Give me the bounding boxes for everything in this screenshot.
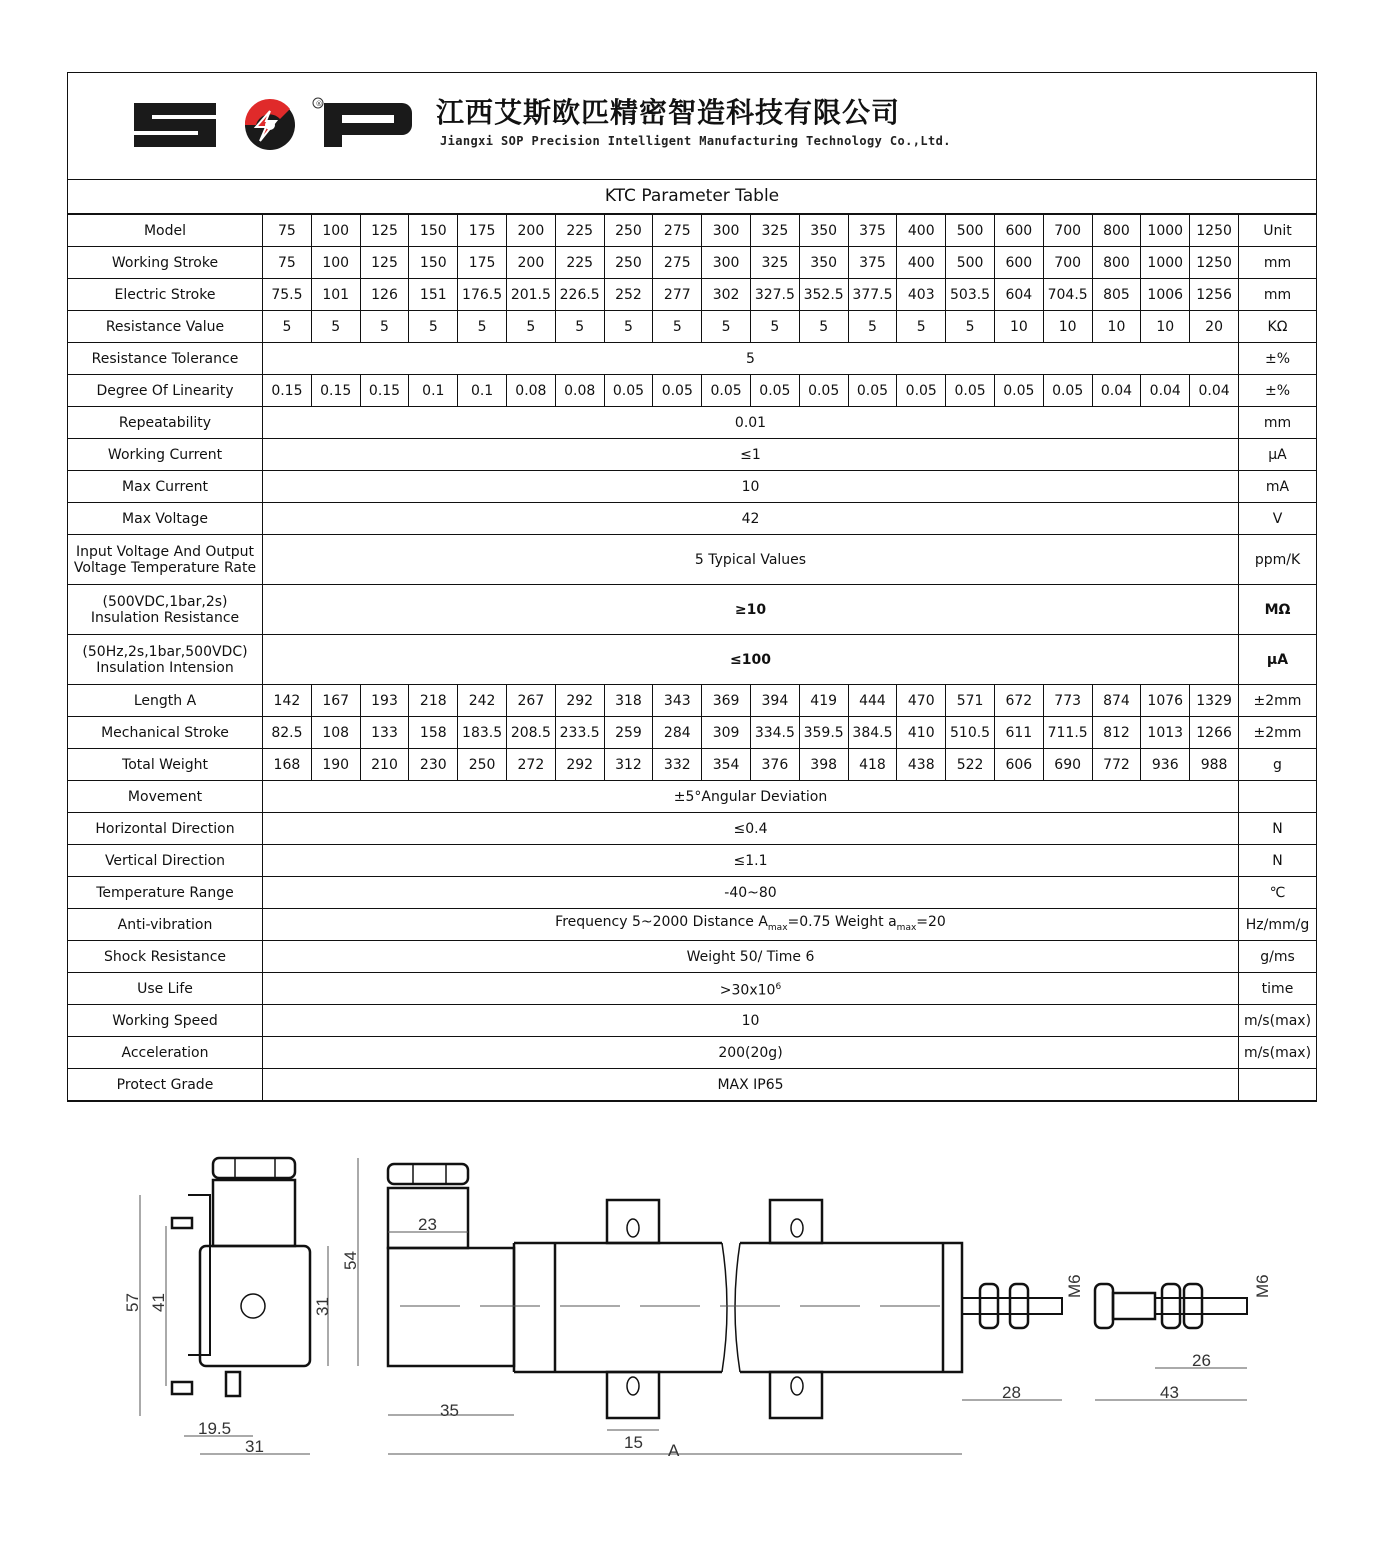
- table-row: [68, 247, 1317, 279]
- row-unit: ppm/K: [1239, 535, 1317, 585]
- row-unit: m/s(max): [1239, 1005, 1317, 1037]
- table-row: [68, 635, 1317, 685]
- row-unit: g: [1239, 749, 1317, 781]
- table-row: [68, 973, 1317, 1005]
- cell-value: 375: [848, 215, 897, 247]
- row-label: Protect Grade: [68, 1069, 263, 1101]
- cell-value: 1329: [1190, 685, 1239, 717]
- cell-value: 0.05: [604, 375, 653, 407]
- cell-value: 200: [506, 215, 555, 247]
- cell-value: 5: [311, 311, 360, 343]
- row-unit: ±%: [1239, 343, 1317, 375]
- row-label: Working Stroke: [68, 247, 263, 279]
- row-label: Total Weight: [68, 749, 263, 781]
- cell-value: 704.5: [1043, 279, 1092, 311]
- row-label: Length A: [68, 685, 263, 717]
- cell-value: 375: [848, 247, 897, 279]
- row-unit: [1239, 781, 1317, 813]
- cell-value: 1000: [1141, 215, 1190, 247]
- cell-value: 325: [750, 247, 799, 279]
- row-unit: m/s(max): [1239, 1037, 1317, 1069]
- cell-value: -40~80: [263, 877, 1239, 909]
- cell-value: 302: [702, 279, 751, 311]
- row-unit: ±%: [1239, 375, 1317, 407]
- svg-text:A: A: [668, 1441, 680, 1460]
- cell-value: $>30x10^6$: [263, 973, 1239, 1005]
- cell-value: 5: [263, 343, 1239, 375]
- row-unit: ℃: [1239, 877, 1317, 909]
- table-row: [68, 1005, 1317, 1037]
- cell-value: 10: [1141, 311, 1190, 343]
- cell-value: 0.05: [946, 375, 995, 407]
- cell-value: Weight 50/ Time 6: [263, 941, 1239, 973]
- cell-value: 0.04: [1092, 375, 1141, 407]
- svg-text:54: 54: [341, 1251, 360, 1270]
- cell-value: MAX IP65: [263, 1069, 1239, 1101]
- cell-value: 812: [1092, 717, 1141, 749]
- cell-value: 183.5: [458, 717, 507, 749]
- cell-value: ≤1.1: [263, 845, 1239, 877]
- table-row: [68, 845, 1317, 877]
- cell-value: 0.08: [555, 375, 604, 407]
- cell-value: 20: [1190, 311, 1239, 343]
- cell-value: 10: [1043, 311, 1092, 343]
- table-title: KTC Parameter Table: [68, 180, 1316, 214]
- cell-value: 126: [360, 279, 409, 311]
- cell-value: 800: [1092, 215, 1141, 247]
- cell-value: 272: [506, 749, 555, 781]
- cell-value: 419: [799, 685, 848, 717]
- cell-value: 10: [263, 471, 1239, 503]
- cell-value: 672: [994, 685, 1043, 717]
- table-row: [68, 717, 1317, 749]
- cell-value: 0.01: [263, 407, 1239, 439]
- row-label: Temperature Range: [68, 877, 263, 909]
- table-row: [68, 781, 1317, 813]
- cell-value: 0.15: [311, 375, 360, 407]
- cell-value: 5: [555, 311, 604, 343]
- cell-value: 571: [946, 685, 995, 717]
- cell-value: 773: [1043, 685, 1092, 717]
- cell-value: 125: [360, 215, 409, 247]
- row-label: Vertical Direction: [68, 845, 263, 877]
- svg-text:15: 15: [624, 1433, 643, 1452]
- cell-value: 5: [702, 311, 751, 343]
- cell-value: 250: [604, 215, 653, 247]
- cell-value: 988: [1190, 749, 1239, 781]
- cell-value: 225: [555, 215, 604, 247]
- row-label: Use Life: [68, 973, 263, 1005]
- cell-value: 233.5: [555, 717, 604, 749]
- cell-value: 0.05: [702, 375, 751, 407]
- cell-value: 0.05: [799, 375, 848, 407]
- cell-value: 5: [897, 311, 946, 343]
- row-unit: ±2mm: [1239, 685, 1317, 717]
- cell-value: 175: [458, 247, 507, 279]
- svg-text:23: 23: [418, 1215, 437, 1234]
- row-unit: ±2mm: [1239, 717, 1317, 749]
- cell-value: 75: [263, 247, 312, 279]
- row-unit: V: [1239, 503, 1317, 535]
- cell-value: 259: [604, 717, 653, 749]
- cell-value: 700: [1043, 215, 1092, 247]
- table-row: [68, 1037, 1317, 1069]
- cell-value: 193: [360, 685, 409, 717]
- cell-value: 611: [994, 717, 1043, 749]
- cell-value: 277: [653, 279, 702, 311]
- cell-value: 334.5: [750, 717, 799, 749]
- svg-text:35: 35: [440, 1401, 459, 1420]
- company-name-en: Jiangxi SOP Precision Intelligent Manufacturing Technology Co.,Ltd.: [440, 134, 951, 148]
- table-row: [68, 749, 1317, 781]
- table-row: [68, 311, 1317, 343]
- cell-value: ≤0.4: [263, 813, 1239, 845]
- cell-value: 5: [360, 311, 409, 343]
- dimension-drawing: [100, 1140, 1300, 1480]
- cell-value: 503.5: [946, 279, 995, 311]
- cell-value: 150: [409, 247, 458, 279]
- table-row: [68, 909, 1317, 941]
- cell-value: 218: [409, 685, 458, 717]
- cell-value: 1013: [1141, 717, 1190, 749]
- cell-value: 369: [702, 685, 751, 717]
- cell-value: 10: [1092, 311, 1141, 343]
- cell-value: 936: [1141, 749, 1190, 781]
- cell-value: 250: [458, 749, 507, 781]
- row-unit: mA: [1239, 471, 1317, 503]
- svg-text:43: 43: [1160, 1383, 1179, 1402]
- cell-value: 318: [604, 685, 653, 717]
- svg-text:M6: M6: [1253, 1274, 1272, 1298]
- cell-value: 359.5: [799, 717, 848, 749]
- cell-value: 1076: [1141, 685, 1190, 717]
- cell-value: 376: [750, 749, 799, 781]
- cell-value: 101: [311, 279, 360, 311]
- row-label: Repeatability: [68, 407, 263, 439]
- cell-value: 284: [653, 717, 702, 749]
- cell-value: 700: [1043, 247, 1092, 279]
- table-row: [68, 503, 1317, 535]
- cell-value: 200(20g): [263, 1037, 1239, 1069]
- table-row: [68, 407, 1317, 439]
- cell-value: 5: [458, 311, 507, 343]
- cell-value: 0.15: [360, 375, 409, 407]
- svg-text:28: 28: [1002, 1383, 1021, 1402]
- cell-value: 606: [994, 749, 1043, 781]
- cell-value: 604: [994, 279, 1043, 311]
- row-unit: mm: [1239, 407, 1317, 439]
- cell-value: 208.5: [506, 717, 555, 749]
- cell-value: 300: [702, 215, 751, 247]
- cell-value: 210: [360, 749, 409, 781]
- cell-value: 1250: [1190, 247, 1239, 279]
- cell-value: 1000: [1141, 247, 1190, 279]
- cell-value: 600: [994, 247, 1043, 279]
- row-label: Degree Of Linearity: [68, 375, 263, 407]
- cell-value: 242: [458, 685, 507, 717]
- cell-value: 332: [653, 749, 702, 781]
- cell-value: 275: [653, 247, 702, 279]
- cell-value: 0.04: [1190, 375, 1239, 407]
- company-name-cn: 江西艾斯欧匹精密智造科技有限公司: [436, 96, 901, 129]
- cell-value: 5: [263, 311, 312, 343]
- cell-value: 354: [702, 749, 751, 781]
- cell-value: 100: [311, 215, 360, 247]
- cell-value: 690: [1043, 749, 1092, 781]
- table-row: [68, 585, 1317, 635]
- cell-value: 800: [1092, 247, 1141, 279]
- parameter-table: [67, 214, 1317, 1101]
- row-label: Horizontal Direction: [68, 813, 263, 845]
- cell-value: 0.05: [848, 375, 897, 407]
- cell-value: 350: [799, 215, 848, 247]
- cell-value: 0.1: [458, 375, 507, 407]
- cell-value: 343: [653, 685, 702, 717]
- cell-value: 133: [360, 717, 409, 749]
- row-label: (500VDC,1bar,2s) Insulation Resistance: [68, 585, 263, 635]
- cell-value: 312: [604, 749, 653, 781]
- parameter-sheet: [67, 72, 1317, 1102]
- cell-value: 470: [897, 685, 946, 717]
- cell-value: ≥10: [263, 585, 1239, 635]
- cell-value: 125: [360, 247, 409, 279]
- cell-value: 400: [897, 247, 946, 279]
- cell-value: 500: [946, 247, 995, 279]
- row-label: Resistance Value: [68, 311, 263, 343]
- cell-value: 10: [263, 1005, 1239, 1037]
- cell-value: ±5°Angular Deviation: [263, 781, 1239, 813]
- table-row: [68, 813, 1317, 845]
- company-header: [68, 73, 1316, 180]
- cell-value: 0.05: [897, 375, 946, 407]
- svg-text:41: 41: [149, 1293, 168, 1312]
- row-unit: N: [1239, 813, 1317, 845]
- cell-value: 444: [848, 685, 897, 717]
- cell-value: 200: [506, 247, 555, 279]
- row-label: Electric Stroke: [68, 279, 263, 311]
- svg-text:26: 26: [1192, 1351, 1211, 1370]
- cell-value: 226.5: [555, 279, 604, 311]
- table-row: [68, 439, 1317, 471]
- cell-value: 377.5: [848, 279, 897, 311]
- svg-text:M6: M6: [1065, 1274, 1084, 1298]
- cell-value: Frequency 5~2000 Distance $A_{max}=0.75$ Weight $a_{max}=20$: [263, 909, 1239, 941]
- cell-value: 167: [311, 685, 360, 717]
- cell-value: 5: [604, 311, 653, 343]
- cell-value: 5: [653, 311, 702, 343]
- cell-value: 176.5: [458, 279, 507, 311]
- cell-value: 0.05: [1043, 375, 1092, 407]
- table-row: [68, 535, 1317, 585]
- cell-value: 1266: [1190, 717, 1239, 749]
- cell-value: 10: [994, 311, 1043, 343]
- row-unit: N: [1239, 845, 1317, 877]
- cell-value: 394: [750, 685, 799, 717]
- cell-value: 711.5: [1043, 717, 1092, 749]
- row-label: Mechanical Stroke: [68, 717, 263, 749]
- cell-value: 142: [263, 685, 312, 717]
- cell-value: 100: [311, 247, 360, 279]
- cell-value: 0.05: [994, 375, 1043, 407]
- table-row: [68, 471, 1317, 503]
- cell-value: 600: [994, 215, 1043, 247]
- cell-value: 168: [263, 749, 312, 781]
- row-label: Resistance Tolerance: [68, 343, 263, 375]
- cell-value: 327.5: [750, 279, 799, 311]
- row-label: Input Voltage And Output Voltage Temperature Rate: [68, 535, 263, 585]
- table-row: [68, 279, 1317, 311]
- table-row: [68, 343, 1317, 375]
- cell-value: 522: [946, 749, 995, 781]
- row-label: Working Current: [68, 439, 263, 471]
- row-label: Movement: [68, 781, 263, 813]
- cell-value: ≤1: [263, 439, 1239, 471]
- cell-value: 42: [263, 503, 1239, 535]
- row-label: Anti-vibration: [68, 909, 263, 941]
- svg-text:57: 57: [123, 1293, 142, 1312]
- svg-text:®: ®: [315, 100, 323, 108]
- cell-value: 350: [799, 247, 848, 279]
- table-row: [68, 685, 1317, 717]
- row-label: (50Hz,2s,1bar,500VDC) Insulation Intension: [68, 635, 263, 685]
- row-label: Shock Resistance: [68, 941, 263, 973]
- cell-value: 874: [1092, 685, 1141, 717]
- cell-value: ≤100: [263, 635, 1239, 685]
- cell-value: 772: [1092, 749, 1141, 781]
- cell-value: 410: [897, 717, 946, 749]
- cell-value: 384.5: [848, 717, 897, 749]
- cell-value: 201.5: [506, 279, 555, 311]
- cell-value: 438: [897, 749, 946, 781]
- cell-value: 805: [1092, 279, 1141, 311]
- row-unit: mm: [1239, 279, 1317, 311]
- cell-value: 398: [799, 749, 848, 781]
- cell-value: 500: [946, 215, 995, 247]
- table-row: [68, 877, 1317, 909]
- svg-text:31: 31: [313, 1297, 332, 1316]
- cell-value: 0.15: [263, 375, 312, 407]
- cell-value: 82.5: [263, 717, 312, 749]
- cell-value: 0.08: [506, 375, 555, 407]
- row-unit: μA: [1239, 439, 1317, 471]
- svg-text:19.5: 19.5: [198, 1419, 232, 1438]
- row-unit: MΩ: [1239, 585, 1317, 635]
- svg-text:31: 31: [245, 1437, 264, 1456]
- cell-value: 275: [653, 215, 702, 247]
- row-label: Acceleration: [68, 1037, 263, 1069]
- cell-value: 352.5: [799, 279, 848, 311]
- cell-value: 250: [604, 247, 653, 279]
- cell-value: 158: [409, 717, 458, 749]
- cell-value: 108: [311, 717, 360, 749]
- row-unit: mm: [1239, 247, 1317, 279]
- table-row: [68, 375, 1317, 407]
- cell-value: 0.1: [409, 375, 458, 407]
- cell-value: 5: [409, 311, 458, 343]
- cell-value: 0.04: [1141, 375, 1190, 407]
- cell-value: 150: [409, 215, 458, 247]
- cell-value: 292: [555, 685, 604, 717]
- cell-value: 190: [311, 749, 360, 781]
- cell-value: 75: [263, 215, 312, 247]
- cell-value: 0.05: [653, 375, 702, 407]
- cell-value: 1256: [1190, 279, 1239, 311]
- table-row: [68, 1069, 1317, 1101]
- cell-value: 267: [506, 685, 555, 717]
- row-unit: μA: [1239, 635, 1317, 685]
- row-label: Max Current: [68, 471, 263, 503]
- cell-value: 292: [555, 749, 604, 781]
- cell-value: 230: [409, 749, 458, 781]
- row-label: Model: [68, 215, 263, 247]
- cell-value: 5: [750, 311, 799, 343]
- sop-logo-icon: [130, 95, 488, 151]
- cell-value: 325: [750, 215, 799, 247]
- table-row: [68, 215, 1317, 247]
- cell-value: 5: [946, 311, 995, 343]
- cell-value: 300: [702, 247, 751, 279]
- cell-value: 309: [702, 717, 751, 749]
- cell-value: 5: [506, 311, 555, 343]
- cell-value: 1006: [1141, 279, 1190, 311]
- cell-value: 252: [604, 279, 653, 311]
- cell-value: 418: [848, 749, 897, 781]
- row-unit: g/ms: [1239, 941, 1317, 973]
- cell-value: 5: [848, 311, 897, 343]
- table-row: [68, 941, 1317, 973]
- row-unit: Hz/mm/g: [1239, 909, 1317, 941]
- cell-value: 175: [458, 215, 507, 247]
- cell-value: 403: [897, 279, 946, 311]
- cell-value: 225: [555, 247, 604, 279]
- row-unit: KΩ: [1239, 311, 1317, 343]
- cell-value: 0.05: [750, 375, 799, 407]
- row-label: Max Voltage: [68, 503, 263, 535]
- cell-value: 400: [897, 215, 946, 247]
- cell-value: 1250: [1190, 215, 1239, 247]
- cell-value: 75.5: [263, 279, 312, 311]
- cell-value: 5 Typical Values: [263, 535, 1239, 585]
- cell-value: 151: [409, 279, 458, 311]
- row-label: Working Speed: [68, 1005, 263, 1037]
- row-unit: Unit: [1239, 215, 1317, 247]
- cell-value: 5: [799, 311, 848, 343]
- row-unit: time: [1239, 973, 1317, 1005]
- cell-value: 510.5: [946, 717, 995, 749]
- row-unit: [1239, 1069, 1317, 1101]
